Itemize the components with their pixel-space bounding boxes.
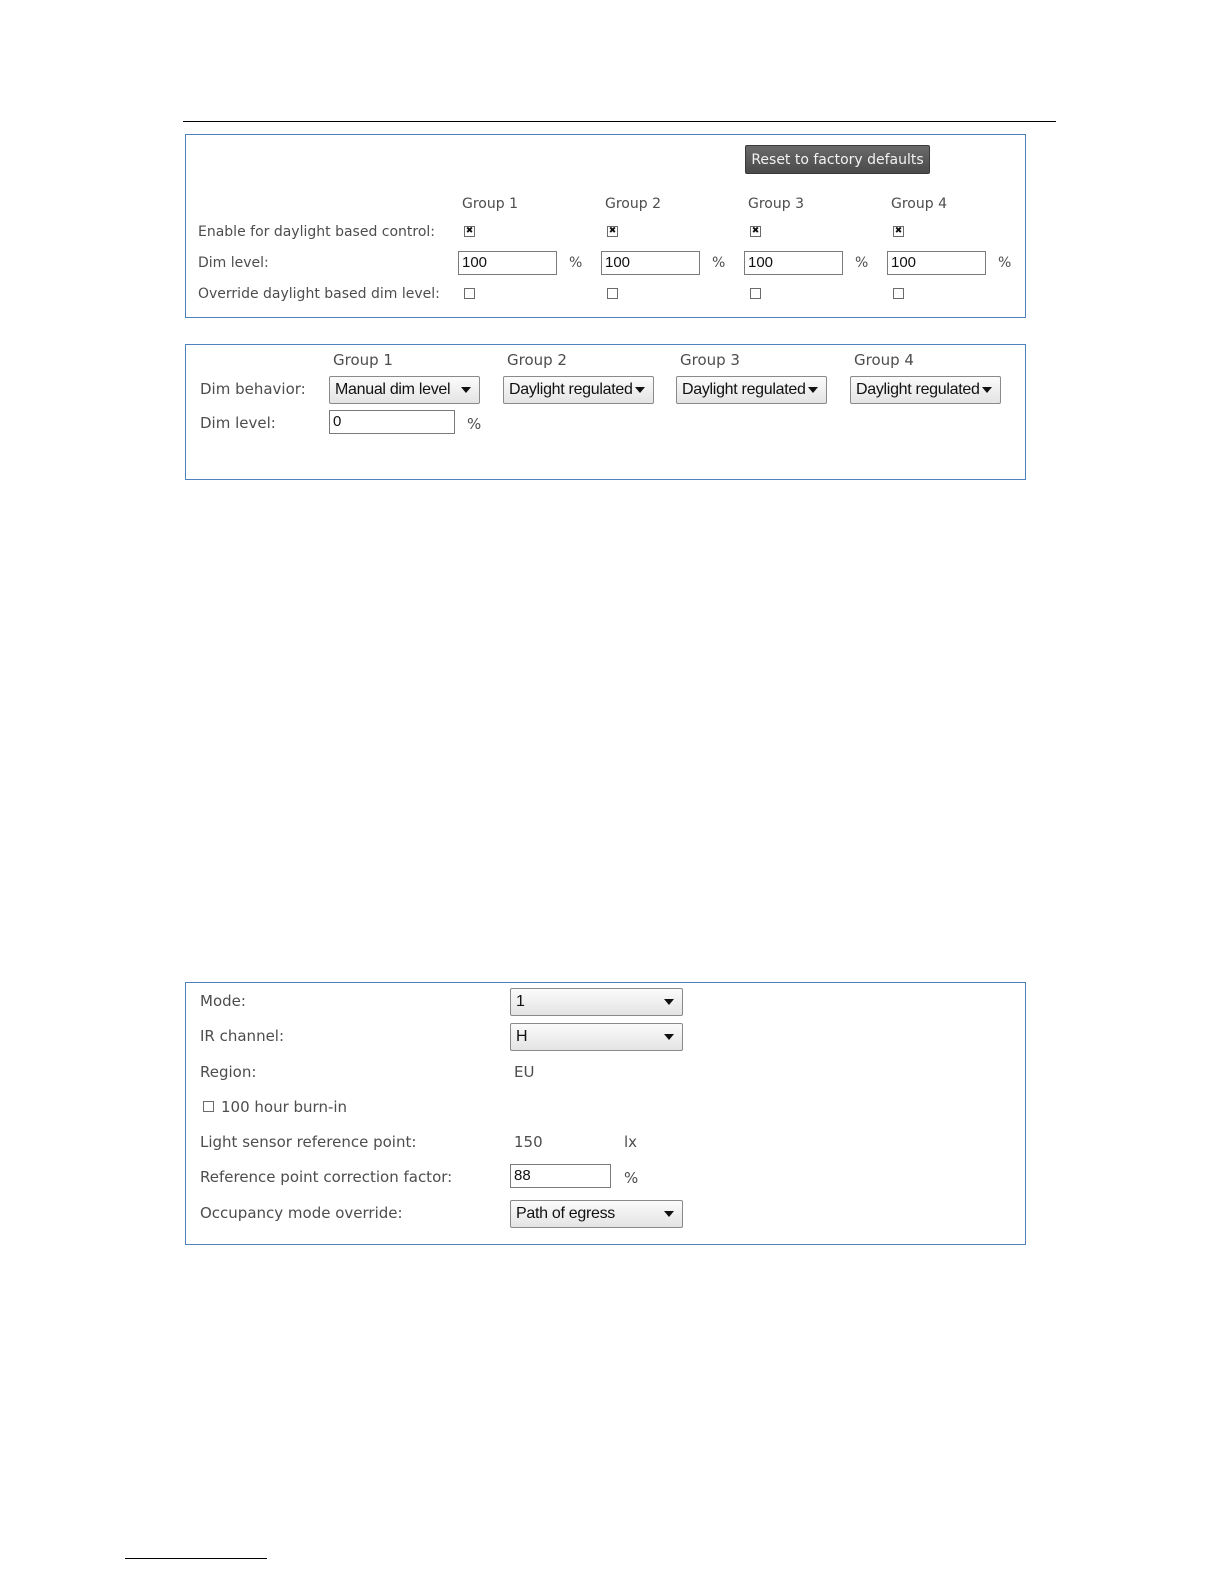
dim-behavior-value-group-1: Manual dim level bbox=[335, 381, 451, 398]
dim-level-input[interactable]: 0 bbox=[329, 410, 455, 434]
dim-behavior-select-group-3[interactable] bbox=[676, 376, 827, 404]
dim-behavior-panel bbox=[185, 344, 1026, 480]
correction-factor-unit: % bbox=[624, 1169, 639, 1187]
group-1-header: Group 1 bbox=[462, 196, 518, 212]
chevron-down-icon bbox=[461, 387, 471, 393]
group-4-header: Group 4 bbox=[854, 351, 914, 369]
mode-label: Mode: bbox=[200, 992, 246, 1010]
dim-level-unit-group-2: % bbox=[712, 255, 726, 271]
chevron-down-icon bbox=[635, 387, 645, 393]
dim-behavior-select-group-1[interactable] bbox=[329, 376, 480, 404]
reset-factory-defaults-button[interactable]: Reset to factory defaults bbox=[745, 145, 930, 174]
override-checkbox-group-2[interactable] bbox=[607, 288, 618, 299]
chevron-down-icon bbox=[664, 1211, 674, 1217]
group-3-header: Group 3 bbox=[680, 351, 740, 369]
enable-daylight-checkbox-group-3[interactable]: ✖ bbox=[751, 226, 760, 236]
dim-level-unit-group-3: % bbox=[855, 255, 869, 271]
dim-level-unit-group-4: % bbox=[998, 255, 1012, 271]
daylight-control-panel bbox=[185, 134, 1026, 318]
dim-level-input-group-1[interactable]: 100 bbox=[458, 251, 557, 275]
ir-channel-value: H bbox=[516, 1028, 528, 1045]
occupancy-override-label: Occupancy mode override: bbox=[200, 1204, 403, 1222]
dim-level-unit-group-1: % bbox=[569, 255, 583, 271]
dim-behavior-value-group-4: Daylight regulated bbox=[856, 381, 980, 398]
group-2-header: Group 2 bbox=[605, 196, 661, 212]
chevron-down-icon bbox=[808, 387, 818, 393]
override-dim-label: Override daylight based dim level: bbox=[198, 286, 440, 302]
region-value: EU bbox=[514, 1063, 535, 1081]
mode-value: 1 bbox=[516, 993, 525, 1010]
correction-factor-input[interactable]: 88 bbox=[510, 1164, 611, 1188]
dim-behavior-select-group-2[interactable] bbox=[503, 376, 654, 404]
occupancy-override-select[interactable] bbox=[510, 1200, 683, 1228]
group-2-header: Group 2 bbox=[507, 351, 567, 369]
chevron-down-icon bbox=[982, 387, 992, 393]
reference-point-label: Light sensor reference point: bbox=[200, 1133, 417, 1151]
dim-level-input-group-3[interactable]: 100 bbox=[744, 251, 843, 275]
chevron-down-icon bbox=[664, 999, 674, 1005]
occupancy-override-value: Path of egress bbox=[516, 1205, 615, 1222]
sensor-settings-panel bbox=[185, 982, 1026, 1245]
correction-factor-label: Reference point correction factor: bbox=[200, 1168, 453, 1186]
burn-in-label: 100 hour burn-in bbox=[221, 1098, 348, 1116]
enable-daylight-checkbox-group-2[interactable]: ✖ bbox=[608, 226, 617, 236]
header-rule bbox=[183, 121, 1056, 122]
dim-level-unit: % bbox=[467, 415, 482, 433]
dim-level-label: Dim level: bbox=[198, 255, 269, 271]
enable-daylight-checkbox-group-1[interactable]: ✖ bbox=[465, 226, 474, 236]
dim-level-input-group-2[interactable]: 100 bbox=[601, 251, 700, 275]
burn-in-checkbox[interactable] bbox=[203, 1101, 214, 1112]
chevron-down-icon bbox=[664, 1034, 674, 1040]
group-4-header: Group 4 bbox=[891, 196, 947, 212]
dim-behavior-label: Dim behavior: bbox=[200, 380, 306, 398]
mode-select[interactable] bbox=[510, 988, 683, 1016]
ir-channel-label: IR channel: bbox=[200, 1027, 285, 1045]
group-1-header: Group 1 bbox=[333, 351, 393, 369]
dim-behavior-select-group-4[interactable] bbox=[850, 376, 1001, 404]
reference-point-value: 150 bbox=[514, 1133, 543, 1151]
group-3-header: Group 3 bbox=[748, 196, 804, 212]
dim-behavior-value-group-2: Daylight regulated bbox=[509, 381, 633, 398]
dim-level-input-group-4[interactable]: 100 bbox=[887, 251, 986, 275]
dim-level-label: Dim level: bbox=[200, 414, 276, 432]
ir-channel-select[interactable] bbox=[510, 1023, 683, 1051]
override-checkbox-group-1[interactable] bbox=[464, 288, 475, 299]
enable-daylight-label: Enable for daylight based control: bbox=[198, 224, 436, 240]
reference-point-unit: lx bbox=[624, 1133, 638, 1151]
footer-rule bbox=[125, 1558, 267, 1559]
region-label: Region: bbox=[200, 1063, 257, 1081]
enable-daylight-checkbox-group-4[interactable]: ✖ bbox=[894, 226, 903, 236]
override-checkbox-group-4[interactable] bbox=[893, 288, 904, 299]
override-checkbox-group-3[interactable] bbox=[750, 288, 761, 299]
dim-behavior-value-group-3: Daylight regulated bbox=[682, 381, 806, 398]
